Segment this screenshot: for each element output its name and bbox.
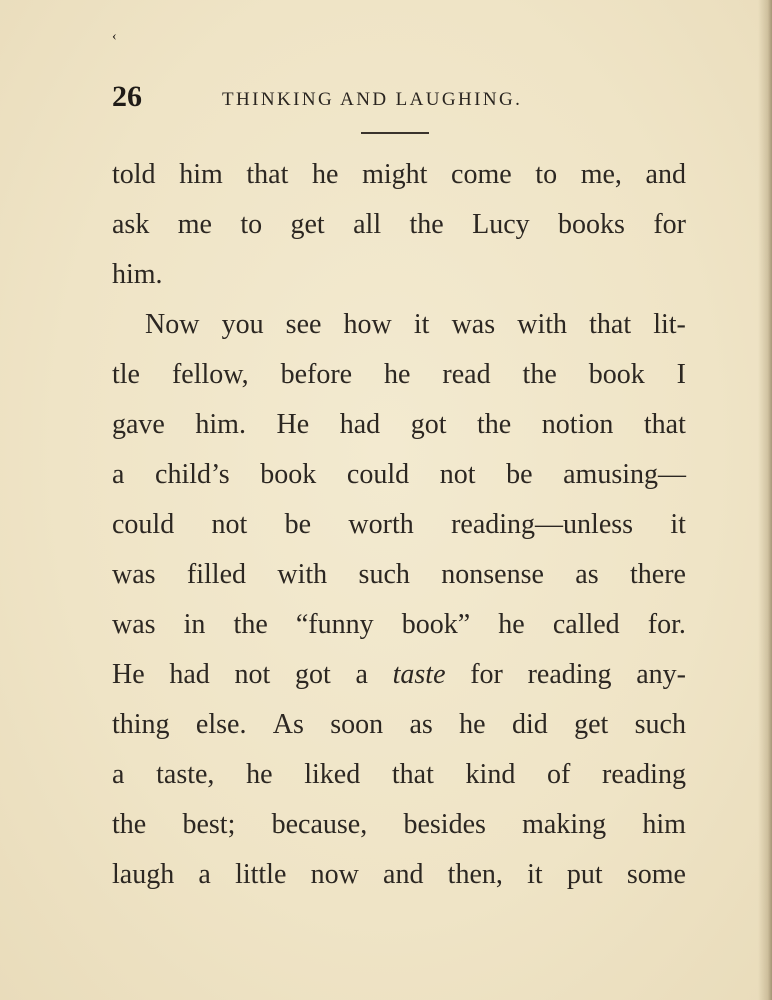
word: that	[246, 159, 289, 190]
word: and	[645, 159, 686, 190]
header-rule	[361, 132, 429, 134]
word: to	[535, 159, 558, 190]
text-line	[112, 400, 686, 450]
word: some	[626, 859, 686, 890]
word: me,	[580, 159, 622, 190]
word: such	[358, 559, 410, 590]
word: any-	[636, 659, 686, 690]
word: book	[260, 459, 317, 490]
word: laugh	[112, 859, 175, 890]
word: kind	[465, 759, 516, 790]
word: there	[629, 559, 686, 590]
word: book”	[401, 609, 471, 640]
word: before	[280, 359, 353, 390]
word: and	[383, 859, 424, 890]
word: you	[221, 309, 264, 340]
word: get	[290, 209, 325, 240]
word: making	[522, 809, 607, 840]
word: he	[246, 759, 273, 790]
word: come	[451, 159, 512, 190]
word: it	[413, 309, 430, 340]
word: in	[183, 609, 206, 640]
word: that	[589, 309, 632, 340]
text-line	[112, 500, 686, 550]
page-edge-shadow	[758, 0, 772, 1000]
word: book	[588, 359, 645, 390]
word: as	[575, 559, 599, 590]
word: for	[653, 209, 686, 240]
corner-mark: ‹	[112, 29, 117, 44]
word: with	[517, 309, 567, 340]
word: the	[409, 209, 444, 240]
word: books	[558, 209, 625, 240]
word: the	[522, 359, 557, 390]
word: such	[634, 709, 686, 740]
word: As	[272, 709, 304, 740]
word: had	[339, 409, 381, 440]
italic-word: taste	[392, 659, 446, 690]
word: soon	[330, 709, 384, 740]
word: was	[451, 309, 496, 340]
word: nonsense	[441, 559, 544, 590]
word: that	[643, 409, 686, 440]
word: how	[343, 309, 392, 340]
word: get	[574, 709, 609, 740]
word: then,	[447, 859, 503, 890]
word: He	[276, 409, 310, 440]
word: taste,	[156, 759, 215, 790]
text-line	[112, 550, 686, 600]
word: filled	[186, 559, 247, 590]
word: because,	[271, 809, 368, 840]
word: as	[409, 709, 433, 740]
word: he	[312, 159, 339, 190]
word: to	[240, 209, 263, 240]
word: of	[547, 759, 571, 790]
word: did	[511, 709, 548, 740]
word: a	[112, 459, 125, 490]
word: lit-	[653, 309, 686, 340]
text-line	[112, 750, 686, 800]
text-line	[112, 700, 686, 750]
word: worth	[348, 509, 414, 540]
word: me	[177, 209, 212, 240]
text-line	[112, 450, 686, 500]
text-line	[112, 350, 686, 400]
word: he	[498, 609, 525, 640]
word: with	[277, 559, 328, 590]
word: got	[294, 659, 331, 690]
word: for	[470, 659, 503, 690]
running-title: THINKING AND LAUGHING.	[222, 89, 523, 110]
text-line	[112, 250, 686, 300]
word: the	[233, 609, 268, 640]
word: I	[676, 359, 686, 390]
word: thing	[112, 709, 170, 740]
text-line	[112, 650, 686, 700]
text-line	[112, 800, 686, 850]
word: notion	[541, 409, 614, 440]
word: see	[285, 309, 322, 340]
word: be	[506, 459, 533, 490]
word: “funny	[295, 609, 374, 640]
word: it	[670, 509, 686, 540]
word: put	[566, 859, 603, 890]
word: besides	[403, 809, 486, 840]
word: a	[112, 759, 125, 790]
word: could	[112, 509, 175, 540]
word: a	[198, 859, 211, 890]
text-line	[112, 200, 686, 250]
word: else.	[195, 709, 247, 740]
word: was	[112, 559, 156, 590]
word: was	[112, 609, 156, 640]
word: child’s	[155, 459, 230, 490]
text-line	[112, 150, 686, 200]
word: best;	[182, 809, 236, 840]
word: called	[552, 609, 620, 640]
word: him.	[112, 259, 163, 290]
word: reading	[527, 659, 612, 690]
word: he	[384, 359, 411, 390]
word: the	[477, 409, 512, 440]
word: tle	[112, 359, 140, 390]
word: the	[112, 809, 147, 840]
text-line	[112, 600, 686, 650]
word: read	[442, 359, 491, 390]
word: Now	[145, 309, 200, 340]
page-header	[112, 80, 692, 120]
word: gave	[112, 409, 165, 440]
word: for.	[647, 609, 686, 640]
word: amusing—	[563, 459, 686, 490]
word: not	[439, 459, 476, 490]
word: got	[410, 409, 447, 440]
word: all	[353, 209, 382, 240]
word: reading—unless	[451, 509, 634, 540]
word: him	[642, 809, 686, 840]
word: a	[355, 659, 368, 690]
word: He	[112, 659, 145, 690]
word: not	[234, 659, 271, 690]
word: told	[112, 159, 156, 190]
word: little	[235, 859, 287, 890]
word: be	[284, 509, 312, 540]
word: that	[391, 759, 434, 790]
text-line	[112, 850, 686, 900]
word: it	[527, 859, 543, 890]
body-text	[112, 150, 686, 900]
word: liked	[304, 759, 361, 790]
word: fellow,	[171, 359, 249, 390]
text-line	[112, 300, 686, 350]
word: him.	[195, 409, 246, 440]
word: he	[459, 709, 486, 740]
word: had	[169, 659, 210, 690]
word: could	[346, 459, 410, 490]
word: now	[310, 859, 359, 890]
word: not	[211, 509, 248, 540]
word: ask	[112, 209, 150, 240]
word: reading	[602, 759, 686, 790]
word: Lucy	[472, 209, 530, 240]
word: him	[179, 159, 223, 190]
word: might	[362, 159, 428, 190]
page-number: 26	[112, 80, 142, 113]
